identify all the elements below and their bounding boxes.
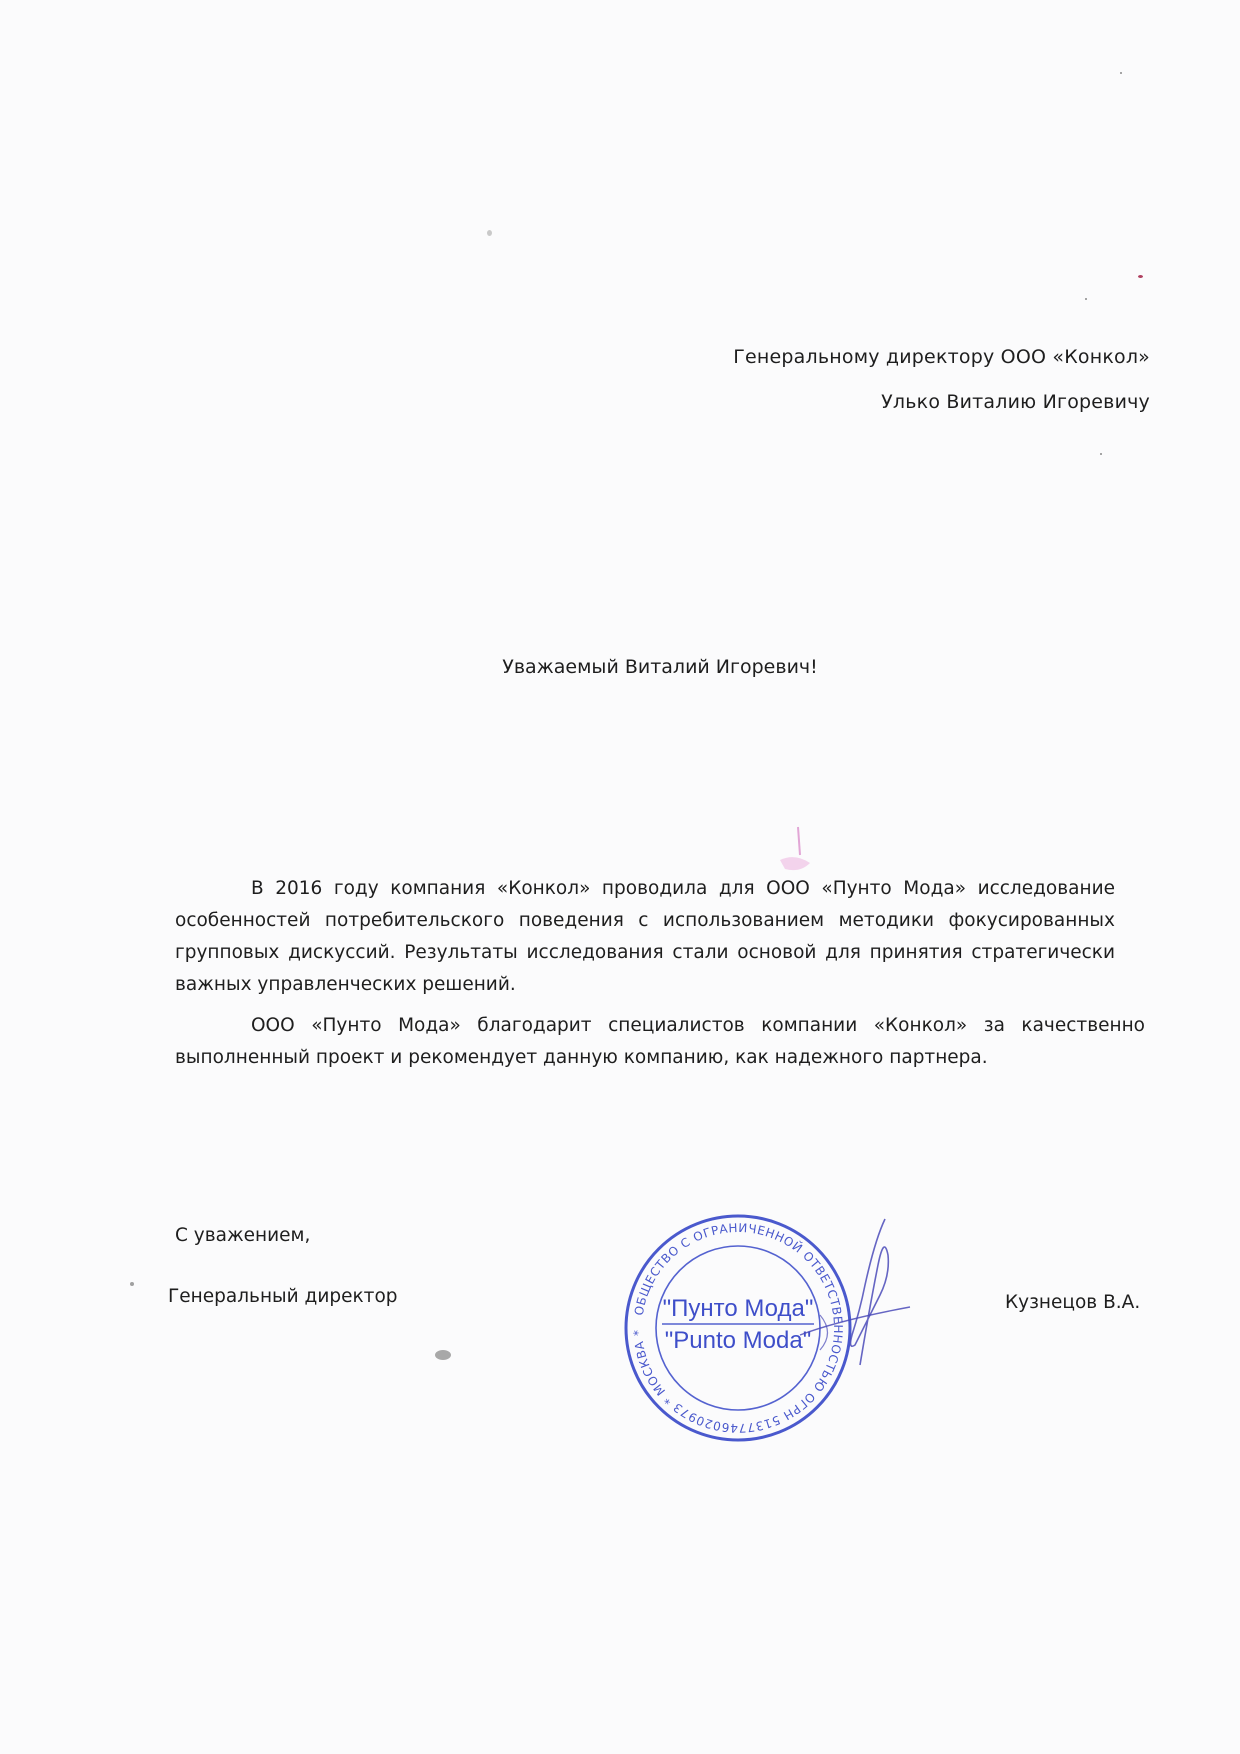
addressee-line-2: Улько Виталию Игоревичу [881, 391, 1150, 413]
body-paragraph-1: В 2016 году компания «Конкол» проводила для ООО «Пунто Мода» исследование особенностей потребительского поведения с использованием методики фокусированных групповых дискуссий. Результаты исследования стали основой для принятия стратегически важных управленческих решений. [175, 878, 1115, 995]
scan-speck [435, 1350, 451, 1360]
closing: С уважением, [175, 1225, 311, 1246]
ink-smudge [760, 825, 830, 880]
scan-speck [1138, 275, 1143, 278]
scan-speck [1100, 453, 1102, 455]
signer-name: Кузнецов В.А. [1005, 1292, 1141, 1313]
svg-text:"Пунто Мода": "Пунто Мода" [662, 1295, 814, 1322]
scan-speck [130, 1282, 134, 1286]
handwritten-signature [780, 1215, 920, 1380]
svg-text:ОБЩЕСТВО С ОГРАНИЧЕННОЙ ОТВЕТС: ОБЩЕСТВО С ОГРАНИЧЕННОЙ ОТВЕТСТВЕННОСТЬЮ ОГРН 5137746020973 * МОСКВА * [630, 1220, 846, 1436]
addressee-line-1: Генеральному директору ООО «Конкол» [733, 346, 1150, 368]
scan-speck [487, 230, 492, 236]
scan-speck [1085, 298, 1087, 300]
salutation: Уважаемый Виталий Игоревич! [502, 656, 818, 678]
body-paragraph-2: ООО «Пунто Мода» благодарит специалистов компании «Конкол» за качественно выполненный проект и рекомендует данную компанию, как надежного партнера. [175, 1015, 1145, 1068]
signer-position: Генеральный директор [168, 1286, 398, 1307]
scan-speck [1120, 72, 1122, 74]
svg-text:"Punto Moda": "Punto Moda" [664, 1327, 812, 1354]
